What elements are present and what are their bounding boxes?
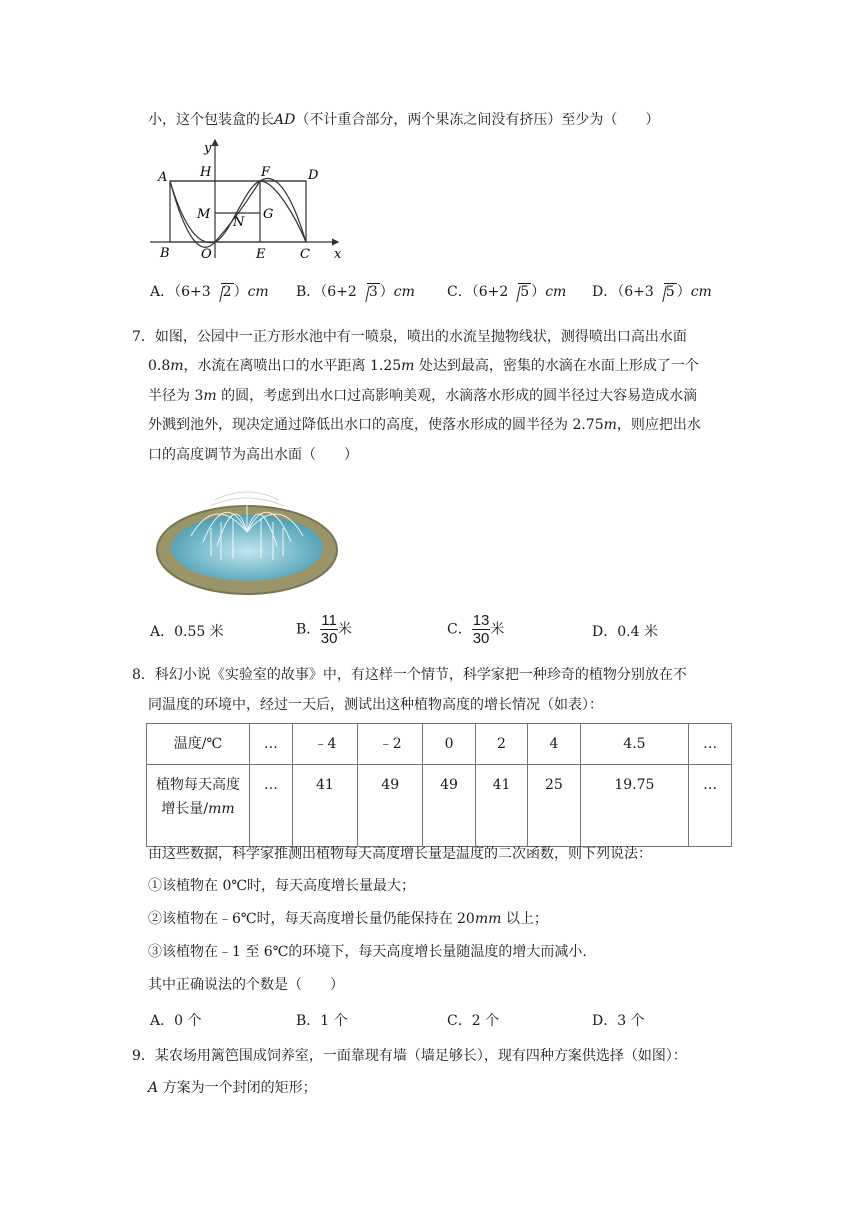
q8-text-line-1: 8．科幻小说《实验室的故事》中，有这样一个情节，科学家把一种珍奇的植物分别放在不 xyxy=(132,667,687,683)
table-cell: 2 xyxy=(475,724,527,765)
table-row xyxy=(147,724,732,765)
q6-option-a[interactable]: A．（6+3 2 ）cm xyxy=(150,284,269,300)
q8-statement-3: ③该植物在﹣1 至 6℃的环境下，每天高度增长量随温度的增大而减小. xyxy=(148,944,587,960)
label-d: D xyxy=(308,168,319,183)
q8-statement-2: ②该植物在﹣6℃时，每天高度增长量仍能保持在 20mm 以上； xyxy=(148,911,548,927)
q8-statement-1: ①该植物在 0℃时，每天高度增长量最大； xyxy=(148,878,416,894)
table-cell: … xyxy=(250,724,293,765)
q8-text-line-4: 其中正确说法的个数是（ ） xyxy=(148,977,344,993)
table-cell: 41 xyxy=(475,765,527,847)
label-a: A xyxy=(158,170,168,185)
label-m: M xyxy=(197,207,211,222)
q8-option-c[interactable]: C．2 个 xyxy=(447,1013,500,1029)
q7-text-line-1: 7．如图，公园中一正方形水池中有一喷泉，喷出的水流呈抛物线状，测得喷出口高出水面 xyxy=(132,329,687,345)
q8-text-line-2: 同温度的环境中，经过一天后，测试出这种植物高度的增长情况（如表）： xyxy=(148,697,603,713)
q7-option-a[interactable]: A．0.55 米 xyxy=(150,624,224,640)
label-e: E xyxy=(256,247,266,262)
q7-option-b[interactable]: B． $\frac{11}{30}$ 米 xyxy=(296,612,352,647)
sqrt-symbol: 3 xyxy=(358,282,380,302)
fraction: $\frac{13}{30}$ xyxy=(472,612,490,647)
q8-text-line-3: 由这些数据，科学家推测出植物每天高度增长量是温度的二次函数，则下列说法： xyxy=(148,846,652,862)
q6-option-b[interactable]: B．（6+2 3 ）cm xyxy=(296,284,415,300)
table-cell: 41 xyxy=(292,765,357,847)
q9-text-line-2: A 方案为一个封闭的矩形； xyxy=(148,1080,317,1096)
label-f: F xyxy=(261,165,271,180)
table-cell: … xyxy=(689,765,732,847)
label-g: G xyxy=(263,207,274,222)
fraction: $\frac{11}{30}$ xyxy=(320,612,338,647)
q7-text-line-2: 0.8m，水流在离喷出口的水平距离 1.25m 处达到最高，密集的水滴在水面上形成了一个 xyxy=(148,358,699,374)
table-cell: 49 xyxy=(423,765,475,847)
q8-option-b[interactable]: B．1 个 xyxy=(296,1013,348,1029)
table-cell: 49 xyxy=(358,765,423,847)
table-cell: … xyxy=(689,724,732,765)
sqrt-symbol: 2 xyxy=(212,282,234,302)
sqrt-symbol: 5 xyxy=(655,282,677,302)
sqrt-symbol: 5 xyxy=(509,282,531,302)
label-n: N xyxy=(233,215,245,230)
table-header-temperature: 温度/℃ xyxy=(147,724,250,765)
q6-coordinate-figure xyxy=(150,136,350,264)
q6-option-d[interactable]: D．（6+3 5 ）cm xyxy=(592,284,712,300)
label-o: O xyxy=(201,247,212,262)
table-cell: 19.75 xyxy=(580,765,689,847)
table-cell: 25 xyxy=(528,765,580,847)
table-cell: 4 xyxy=(528,724,580,765)
label-c: C xyxy=(300,247,310,262)
fountain-picture xyxy=(155,488,340,598)
q9-text-line-1: 9．某农场用篱笆围成饲养室，一面靠现有墙（墙足够长），现有四种方案供选择（如图）： xyxy=(132,1048,687,1064)
label-x: x xyxy=(334,247,342,262)
table-cell: 4.5 xyxy=(580,724,689,765)
q8-option-a[interactable]: A．0 个 xyxy=(150,1013,202,1029)
growth-table xyxy=(146,723,732,847)
q7-text-line-4: 外溅到池外，现决定通过降低出水口的高度，使落水形成的圆半径为 2.75m，则应把出水 xyxy=(148,417,701,433)
label-h: H xyxy=(200,165,212,180)
table-cell: 0 xyxy=(423,724,475,765)
table-row xyxy=(147,765,732,847)
table-cell: ﹣4 xyxy=(292,724,357,765)
q7-option-c[interactable]: C． $\frac{13}{30}$ 米 xyxy=(447,612,505,647)
table-cell: ﹣2 xyxy=(358,724,423,765)
q6-text-line: 小，这个包装盒的长AD（不计重合部分，两个果冻之间没有挤压）至少为（ ） xyxy=(148,112,660,128)
q7-text-line-5: 口的高度调节为高出水面（ ） xyxy=(148,447,358,463)
label-y: y xyxy=(204,141,212,156)
table-cell: … xyxy=(250,765,293,847)
q6-option-c[interactable]: C．（6+2 5 ）cm xyxy=(447,284,567,300)
q7-text-line-3: 半径为 3m 的圆，考虑到出水口过高影响美观，水滴落水形成的圆半径过大容易造成水滴 xyxy=(148,388,698,404)
q8-option-d[interactable]: D．3 个 xyxy=(592,1013,645,1029)
table-header-growth: 植物每天高度 增长量/mm xyxy=(147,765,250,847)
q7-option-d[interactable]: D．0.4 米 xyxy=(592,624,658,640)
label-b: B xyxy=(160,246,170,261)
